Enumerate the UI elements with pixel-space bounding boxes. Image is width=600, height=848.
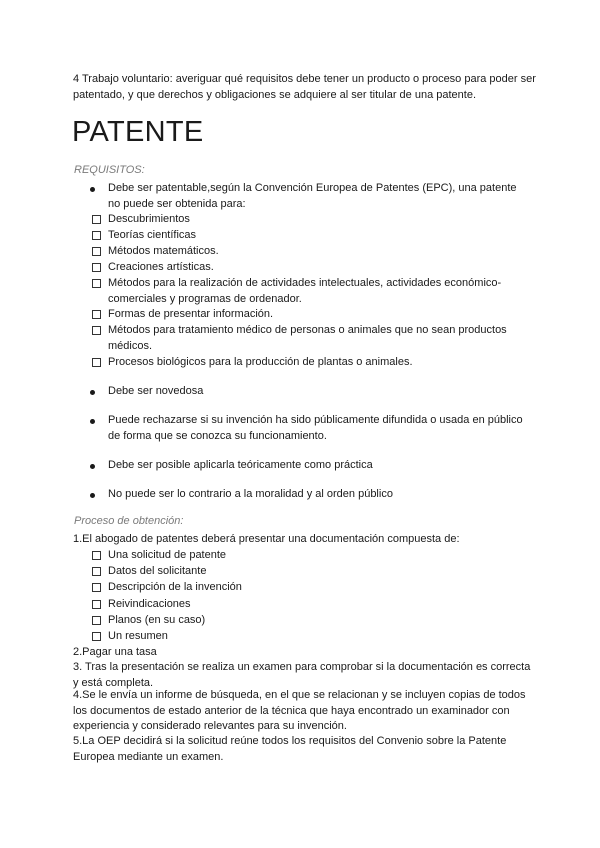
- step-paragraph: 4.Se le envía un informe de búsqueda, en el que se relacionan y se incluyen copias de todos los documentos de estado anterior de la técnica que haya encontrado un examinador con experiencia y considerado relevantes para su invención.: [73, 689, 526, 732]
- checkbox-icon[interactable]: [92, 231, 101, 240]
- checklist-text: Creaciones artísticas.: [108, 261, 214, 273]
- checkbox-icon[interactable]: [92, 247, 101, 256]
- checkbox-icon[interactable]: [92, 215, 101, 224]
- checklist-text: Métodos matemáticos.: [108, 245, 219, 257]
- requisitos-heading: REQUISITOS:: [74, 164, 145, 176]
- checkbox-icon[interactable]: [92, 616, 101, 625]
- checklist-text: Métodos para tratamiento médico de personas o animales que no sean productos médicos.: [108, 324, 507, 352]
- checkbox-icon[interactable]: [92, 310, 101, 319]
- checklist-text: Teorías científicas: [108, 229, 197, 241]
- checkbox-icon[interactable]: [92, 632, 101, 641]
- checklist-text: Datos del solicitante: [108, 565, 207, 577]
- bullet-text: Puede rechazarse si su invención ha sido públicamente difundida o usada en público de forma que se conozca su funcionamiento.: [108, 414, 523, 442]
- checkbox-icon[interactable]: [92, 567, 101, 576]
- checklist-text: Reivindicaciones: [108, 598, 191, 610]
- checkbox-icon[interactable]: [92, 263, 101, 272]
- checklist-text: Una solicitud de patente: [108, 549, 227, 561]
- checkbox-icon[interactable]: [92, 600, 101, 609]
- proceso-heading: Proceso de obtención:: [74, 515, 184, 527]
- step-paragraph: 3. Tras la presentación se realiza un examen para comprobar si la documentación es correcta y está completa.: [73, 661, 531, 689]
- checklist-text: Métodos para la realización de actividades intelectuales, actividades económico-comerciales y programas de ordenador.: [108, 277, 502, 305]
- checkbox-icon[interactable]: [92, 326, 101, 335]
- checkbox-icon[interactable]: [92, 358, 101, 367]
- checklist-text: Descripción de la invención: [108, 581, 242, 593]
- bullet-dot-icon: [90, 464, 95, 469]
- bullet-dot-icon: [90, 493, 95, 498]
- bullet-text: Debe ser patentable,según la Convención Europea de Patentes (EPC), una patente no puede ser obtenida para:: [108, 182, 517, 210]
- bullet-text: Debe ser novedosa: [108, 385, 204, 397]
- intro-paragraph: 4 Trabajo voluntario: averiguar qué requisitos debe tener un producto o proceso para poder ser patentado, y que derechos y obligaciones se adquiere al ser titular de una patente.: [73, 73, 536, 101]
- page-title: PATENTE: [72, 116, 204, 148]
- checklist-text: Un resumen: [108, 630, 168, 642]
- bullet-text: No puede ser lo contrario a la moralidad y al orden público: [108, 488, 393, 500]
- checklist-text: Descubrimientos: [108, 213, 190, 225]
- step-paragraph: 5.La OEP decidirá si la solicitud reúne todos los requisitos del Convenio sobre la Patente Europea mediante un examen.: [73, 735, 507, 763]
- step-paragraph: 2.Pagar una tasa: [73, 646, 157, 658]
- bullet-text: Debe ser posible aplicarla teóricamente como práctica: [108, 459, 373, 471]
- checklist-text: Formas de presentar información.: [108, 308, 274, 320]
- checklist-text: Planos (en su caso): [108, 614, 206, 626]
- step-paragraph: 1.El abogado de patentes deberá presentar una documentación compuesta de:: [73, 533, 460, 545]
- bullet-dot-icon: [90, 187, 95, 192]
- checkbox-icon[interactable]: [92, 583, 101, 592]
- bullet-dot-icon: [90, 390, 95, 395]
- checkbox-icon[interactable]: [92, 551, 101, 560]
- bullet-dot-icon: [90, 419, 95, 424]
- checklist-text: Procesos biológicos para la producción de plantas o animales.: [108, 356, 413, 368]
- checkbox-icon[interactable]: [92, 279, 101, 288]
